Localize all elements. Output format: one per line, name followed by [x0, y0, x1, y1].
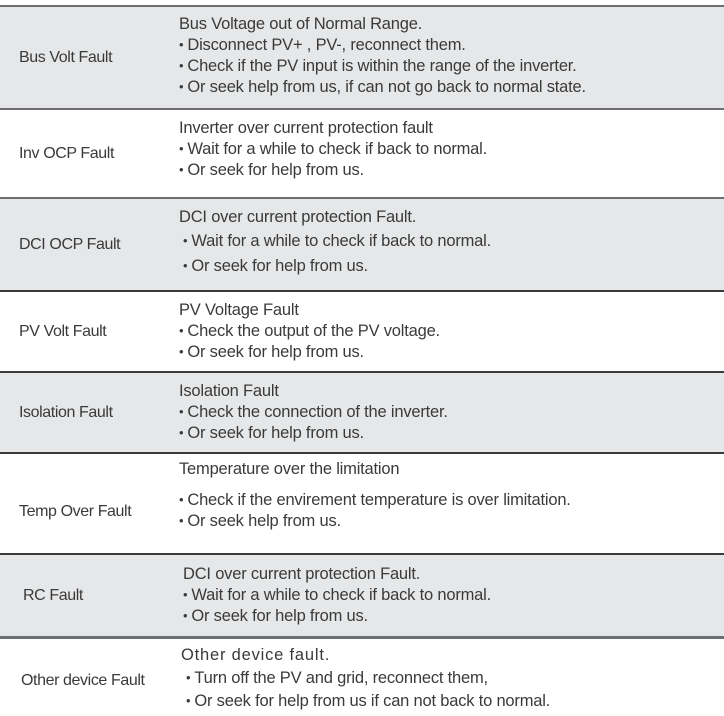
fault-step: • Or seek help from us, if can not go back to normal state. [179, 77, 724, 98]
fault-table [0, 5, 724, 716]
fault-row-rc [0, 553, 724, 636]
fault-name: Inv OCP Fault [19, 144, 114, 162]
fault-title: PV Voltage Fault [179, 301, 299, 319]
fault-row-dci-ocp [0, 197, 724, 290]
fault-description [170, 7, 724, 108]
fault-title: Bus Voltage out of Normal Range. [179, 15, 423, 33]
fault-name: Isolation Fault [19, 403, 113, 421]
fault-description [170, 454, 724, 553]
fault-step: • Or seek help from us. [179, 511, 724, 532]
fault-step: • Check if the PV input is within the range of the inverter. [179, 56, 724, 77]
fault-step: • Check if the envirement temperature is over limitation. [179, 490, 724, 511]
fault-description [170, 110, 724, 197]
fault-step: • Check the output of the PV voltage. [179, 321, 724, 342]
fault-row-pv-volt [0, 290, 724, 371]
fault-name: Temp Over Fault [19, 502, 132, 520]
fault-description [170, 292, 724, 371]
fault-step: • Disconnect PV+ , PV-, reconnect them. [179, 35, 724, 56]
fault-name: RC Fault [23, 586, 83, 604]
fault-name: Bus Volt Fault [19, 48, 113, 66]
fault-title: Other device fault. [181, 646, 331, 664]
fault-step: • Or seek for help from us. [179, 254, 724, 279]
fault-step: • Check the connection of the inverter. [179, 402, 724, 423]
fault-title: Temperature over the limitation [179, 460, 400, 478]
fault-row-other-device [0, 636, 724, 716]
fault-description [170, 199, 724, 290]
fault-title: Isolation Fault [179, 382, 279, 400]
fault-title: Inverter over current protection fault [179, 119, 433, 137]
fault-row-inv-ocp [0, 108, 724, 197]
fault-step: • Wait for a while to check if back to normal. [183, 585, 724, 606]
fault-row-bus-volt [0, 5, 724, 108]
fault-step: • Or seek for help from us. [183, 606, 724, 627]
fault-description [170, 373, 724, 452]
fault-step: • Turn off the PV and grid, reconnect them, [181, 667, 724, 690]
fault-name: Other device Fault [21, 671, 145, 689]
fault-row-isolation [0, 371, 724, 452]
fault-description [170, 639, 724, 716]
fault-name: DCI OCP Fault [19, 235, 121, 253]
fault-description [170, 555, 724, 636]
fault-row-temp-over [0, 452, 724, 553]
fault-step: • Or seek for help from us. [179, 342, 724, 363]
fault-step: • Or seek for help from us if can not back to normal. [181, 690, 724, 713]
fault-step: • Or seek for help from us. [179, 423, 724, 444]
fault-step: • Or seek for help from us. [179, 160, 724, 181]
fault-title: DCI over current protection Fault. [179, 208, 417, 226]
fault-step: • Wait for a while to check if back to normal. [179, 139, 724, 160]
fault-name: PV Volt Fault [19, 322, 107, 340]
fault-step: • Wait for a while to check if back to normal. [179, 229, 724, 254]
fault-title: DCI over current protection Fault. [183, 565, 421, 583]
